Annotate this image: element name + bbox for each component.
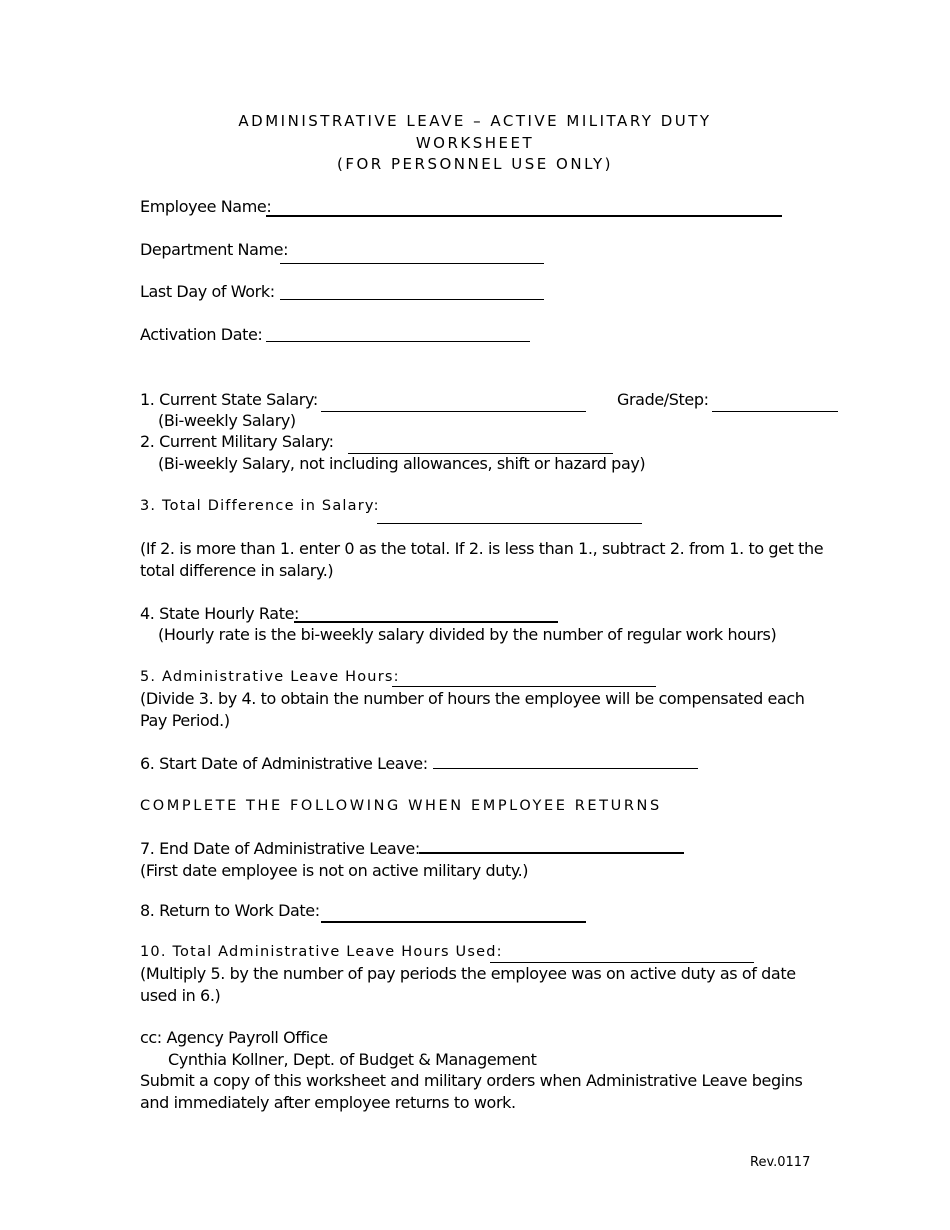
activation-date-label: Activation Date: xyxy=(140,325,263,344)
start-date-label: 6. Start Date of Administrative Leave: xyxy=(140,754,428,773)
admin-leave-hours-field[interactable] xyxy=(392,686,656,687)
state-hourly-rate-field[interactable] xyxy=(294,621,558,623)
employee-name-label: Employee Name: xyxy=(140,197,272,216)
title-line-2: WORKSHEET xyxy=(415,134,535,152)
admin-hours-note-line-1: (Divide 3. by 4. to obtain the number of hours the employee will be compensated each xyxy=(140,689,805,708)
total-hours-note-line-1: (Multiply 5. by the number of pay periods the employee was on active duty as of date xyxy=(140,964,796,983)
department-name-label: Department Name: xyxy=(140,240,289,259)
current-state-salary-field[interactable] xyxy=(321,411,586,412)
employee-name-field[interactable] xyxy=(266,215,782,217)
current-state-salary-label: 1. Current State Salary: xyxy=(140,390,318,409)
end-date-label: 7. End Date of Administrative Leave: xyxy=(140,839,420,858)
title-line-3: (FOR PERSONNEL USE ONLY) xyxy=(337,155,613,173)
return-to-work-label: 8. Return to Work Date: xyxy=(140,901,320,920)
title-line-1: ADMINISTRATIVE LEAVE – ACTIVE MILITARY DUTY xyxy=(238,112,712,130)
military-salary-note: (Bi-weekly Salary, not including allowances, shift or hazard pay) xyxy=(158,454,646,473)
revision-label: Rev.0117 xyxy=(750,1155,811,1170)
cc-line-2: Cynthia Kollner, Dept. of Budget & Management xyxy=(168,1050,537,1069)
return-section-heading: COMPLETE THE FOLLOWING WHEN EMPLOYEE RETURNS xyxy=(140,798,662,814)
biweekly-salary-note: (Bi-weekly Salary) xyxy=(158,411,296,430)
end-date-note: (First date employee is not on active military duty.) xyxy=(140,861,529,880)
difference-note-line-2: total difference in salary.) xyxy=(140,561,334,580)
last-day-of-work-field[interactable] xyxy=(280,299,544,300)
end-date-field[interactable] xyxy=(419,852,684,854)
grade-step-field[interactable] xyxy=(712,411,838,412)
grade-step-label: Grade/Step: xyxy=(617,390,709,409)
submit-line-1: Submit a copy of this worksheet and military orders when Administrative Leave begins xyxy=(140,1071,803,1090)
total-hours-note-line-2: used in 6.) xyxy=(140,986,221,1005)
activation-date-field[interactable] xyxy=(266,341,530,342)
total-hours-used-field[interactable] xyxy=(490,962,754,963)
difference-note-line-1: (If 2. is more than 1. enter 0 as the total. If 2. is less than 1., subtract 2. from 1. to get the xyxy=(140,539,824,558)
state-hourly-rate-label: 4. State Hourly Rate: xyxy=(140,604,300,623)
admin-hours-note-line-2: Pay Period.) xyxy=(140,711,230,730)
submit-line-2: and immediately after employee returns to work. xyxy=(140,1093,516,1112)
total-difference-field[interactable] xyxy=(377,523,642,524)
total-difference-label: 3. Total Difference in Salary: xyxy=(140,498,380,514)
department-name-field[interactable] xyxy=(280,263,544,264)
last-day-of-work-label: Last Day of Work: xyxy=(140,282,275,301)
return-to-work-field[interactable] xyxy=(321,921,586,923)
admin-leave-hours-label: 5. Administrative Leave Hours: xyxy=(140,669,400,685)
start-date-field[interactable] xyxy=(433,768,698,769)
total-hours-used-label: 10. Total Administrative Leave Hours Used: xyxy=(140,944,503,960)
hourly-rate-note: (Hourly rate is the bi-weekly salary divided by the number of regular work hours) xyxy=(158,625,777,644)
current-military-salary-label: 2. Current Military Salary: xyxy=(140,432,334,451)
cc-line-1: cc: Agency Payroll Office xyxy=(140,1028,328,1047)
